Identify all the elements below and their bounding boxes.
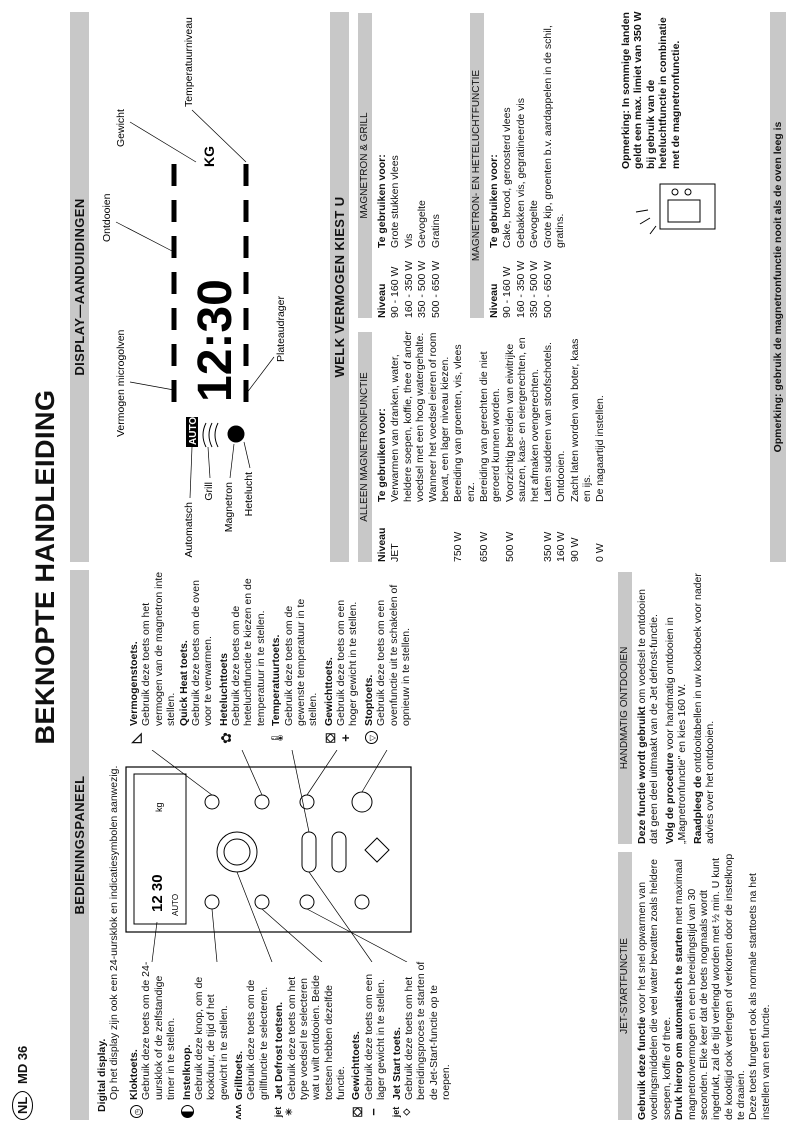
page-title: BEKNOPTE HANDLEIDING — [30, 389, 60, 745]
defrost-p3-bold: Raadpleeg de — [691, 775, 704, 844]
item-title: Temperatuurtoets. — [270, 634, 283, 726]
item-text: Gebruik deze toets om een lager gewicht in te stellen. — [362, 973, 388, 1100]
list-item — [218, 571, 268, 746]
table-row — [501, 13, 514, 318]
label-magnetron: Magnetron — [223, 482, 235, 533]
jetstart-p3: Deze toets fungeert ook als normale starttoets na het instellen van een functie. — [747, 873, 772, 1120]
grill-icon: ʌʌʌ — [233, 1104, 243, 1120]
oven-illustration — [630, 174, 725, 244]
level-cell: 90 - 160 W — [501, 266, 514, 318]
weight-minus-icon: ⛋ − — [350, 1107, 381, 1117]
label-vermogen: Vermogen microgolven — [115, 329, 127, 437]
label-hetelucht: Hetelucht — [243, 472, 255, 517]
level-cell: 500 - 650 W — [429, 260, 442, 318]
display-band: DISPLAY—AANDUIDINGEN — [70, 12, 89, 562]
level-cell: 350 - 500 W — [528, 260, 541, 318]
level-cell: 650 W — [478, 531, 490, 562]
jet-start-icon: jet ◇ — [390, 1106, 412, 1118]
label-gewicht: Gewicht — [115, 109, 127, 147]
digital-display-title: Digital display. — [96, 1038, 108, 1112]
use-cell: Bereiding van groenten, vis, vlees enz. — [452, 344, 477, 502]
list-item — [181, 960, 231, 1120]
micro-table — [376, 324, 608, 562]
svg-text:AUTO: AUTO — [171, 893, 180, 916]
col-header: Niveau — [376, 283, 388, 318]
list-item — [128, 960, 178, 1120]
power-icon: ◺ — [128, 733, 143, 743]
use-cell: Zacht laten worden van boter, kaas en ijs. — [568, 338, 593, 502]
label-ontdooien: Ontdooien — [101, 193, 113, 242]
item-title: Grilltoets. — [233, 1050, 245, 1100]
use-cell: Gratins — [429, 214, 442, 248]
table-row — [478, 324, 504, 562]
defrost-p2-bold: Volg de procedure — [663, 752, 676, 844]
table-row — [389, 13, 402, 318]
label-automatisch: Automatsch — [183, 502, 195, 558]
power-band: WELK VERMOGEN KIEST U — [330, 12, 349, 562]
jetstart-p2-bold: Druk hierop om automatisch te starten — [673, 927, 686, 1120]
list-item — [128, 571, 215, 746]
level-cell: 350 - 500 W — [416, 260, 429, 318]
hot-band: MAGNETRON- EN HETELUCHTFUNCTIE — [470, 13, 484, 318]
hot-air-icon: ✿ — [217, 732, 234, 744]
item-title: Kloktoets. — [128, 1049, 140, 1100]
defrost-text — [636, 572, 716, 844]
jetstart-p1: voor het snel opwarmen van voedingsmiddelen die veel water bevatten zoals heldere soepen, koffie of thee. — [636, 859, 673, 1120]
item-text: Gebruik deze toets om een ovenfunctie uit te schakelen of opnieuw in te stellen. — [375, 584, 412, 726]
list-item — [233, 960, 270, 1120]
panel-band: BEDIENINGSPANEEL — [70, 570, 89, 1120]
control-panel-illustration — [122, 750, 432, 962]
level-cell: 750 W — [452, 531, 465, 562]
level-cell: 500 - 650 W — [541, 260, 554, 318]
item-text: Gebruik deze toets om de oven voor te verwarmen. — [189, 580, 215, 726]
table-row — [569, 324, 595, 562]
list-item — [270, 571, 320, 746]
level-cell: 160 W — [555, 531, 568, 562]
defrost-band: HANDMATIG ONTDOOIEN — [618, 572, 632, 844]
level-cell: 500 W — [503, 531, 516, 562]
use-cell: Grote stukken vlees — [389, 155, 402, 248]
auto-indicator: AUTO — [188, 416, 199, 445]
level-cell: 90 - 160 W — [389, 266, 402, 318]
use-cell: Voorzichtig bereiden van eiwitrijke sauzen, kaas- en eiergerechten, en het afmaken ovengerechten. — [503, 337, 541, 502]
item-title: Stoptoets. — [362, 674, 375, 726]
display-diagram — [96, 10, 326, 562]
item-title: Instelknop. — [180, 1044, 193, 1100]
item-title: Jet Start toets. — [390, 1027, 403, 1100]
item-text: Gebruik deze toets om het vermogen van de magnetron inte stellen. — [140, 571, 178, 726]
col-header: Te gebruiken voor: — [376, 408, 388, 502]
grill-band: MAGNETRON & GRILL — [358, 13, 372, 318]
table-row — [389, 324, 452, 562]
level-cell: 0 W — [594, 543, 607, 562]
item-title: Vermogenstoets. — [128, 641, 140, 726]
level-cell: JET — [389, 543, 402, 562]
stop-icon: ▽ — [363, 730, 379, 746]
use-cell: Gevogelte — [528, 200, 541, 248]
item-text: Gebruik deze toets om de heteluchtfunctie te kiezen en de temperatuur in te stellen. — [230, 578, 267, 726]
panel-right-list — [128, 571, 415, 746]
jetstart-text — [636, 852, 772, 1120]
grill-table — [376, 13, 443, 318]
main-digits: 12:30 — [189, 279, 242, 402]
table-row — [542, 13, 568, 318]
list-item — [391, 960, 453, 1120]
footer-note: Opmerking: gebruik de magnetronfunctie nooit als de oven leeg is — [770, 12, 786, 562]
model-number: MD 36 — [15, 1045, 30, 1084]
use-cell: Grote kip, groenten b.v. aardappelen in de schil, gratins. — [541, 25, 566, 248]
table-row — [416, 13, 429, 318]
use-cell: Gevogelte — [416, 200, 429, 248]
table-row — [430, 13, 443, 318]
table-row — [403, 13, 416, 318]
use-cell: Ontdooien. — [555, 450, 568, 502]
defrost-p3: ontdooitabellen in uw kookboek voor nader advies over het ontdooien. — [691, 573, 716, 844]
use-cell: Laten sudderen van stoofschotels. — [541, 342, 554, 502]
level-cell: 350 W — [541, 531, 554, 562]
table-row — [594, 324, 607, 562]
panel-left-list — [128, 960, 455, 1120]
hot-table — [488, 13, 567, 318]
weight-plus-icon: ⛋ + — [322, 733, 353, 743]
use-cell: De nagaartijd instellen. — [594, 395, 607, 502]
svg-text:kg: kg — [154, 802, 164, 812]
level-cell: 160 - 350 W — [402, 260, 415, 318]
item-text: Gebruik deze toets om het bereidingsproces te starten of de Jet-Start-functie op te roepen. — [402, 961, 452, 1100]
icon-cluster — [203, 423, 244, 447]
table-row — [542, 324, 555, 562]
level-cell: 160 - 350 W — [514, 260, 527, 318]
item-title: Jet Defrost toetsen. — [273, 1001, 286, 1100]
item-text: Gebruik deze knop, om de kookduur, de tijd of het gewicht in te stellen. — [192, 976, 230, 1100]
col-header: Te gebruiken voor: — [488, 154, 500, 248]
col-header: Te gebruiken voor: — [376, 154, 388, 248]
table-row — [528, 13, 541, 318]
label-temperatuur: Temperatuurniveau — [183, 17, 195, 107]
dial-icon — [181, 1104, 197, 1120]
defrost-p2: voor handmatig ontdooien in „Magnetronfunctie" en kies 160 W. — [663, 617, 689, 844]
item-text: Gebruik deze toets om de grillfunctie te selecteren. — [245, 979, 270, 1100]
item-title: Gewichttoets. — [350, 1031, 363, 1100]
thermometer-icon: 🌡 — [270, 730, 285, 746]
jetstart-p2: met maximaal magnetronvermogen en een bereidingstijd van 30 seconden. Elke keer dat de toets nogmaals wordt ingedrukt, zal de tijd verlengd worden met ½ min. U kunt de kooktijd ook verlengen of verkorten door de instelknop te draaien. — [673, 853, 747, 1120]
use-cell: Gebakken vis, gegratineerde vis — [514, 98, 527, 248]
clock-icon: ◷ — [128, 1104, 144, 1120]
table-row — [515, 13, 528, 318]
use-cell: Cake, brood, geroosterd vlees — [501, 107, 514, 248]
item-text: Gebruik deze toets om de gewenste temperatuur in te stellen. — [282, 598, 320, 726]
list-item — [350, 960, 387, 1120]
power-remark: Opmerking: In sommige landen geldt een max. limiet van 350 W bij gebruik van de heteluchtfunctie in combinatie met de magnetronfunctie. — [620, 11, 682, 169]
item-text: Gebruik deze toets om de 24-uursklok of de zelfstandige timer in te stellen. — [140, 961, 178, 1100]
language-badge: NL — [12, 1091, 33, 1120]
label-plateau: Plateaudrager — [275, 296, 287, 362]
list-item — [273, 960, 347, 1120]
item-title: Heteluchttoets — [217, 653, 230, 726]
defrost-p1: om voedsel te ontdooien dat geen deel uitmaakt van de Jet defrost-functie. — [636, 588, 661, 844]
use-cell: Vis — [402, 233, 415, 248]
item-title: Quick Heat toets. — [177, 640, 190, 726]
use-cell: Bereiding van gerechten die niet geroerd kunnen worden. — [478, 351, 503, 502]
jet-defrost-icon: jet ✳ — [273, 1106, 294, 1118]
col-header: Niveau — [488, 283, 500, 318]
use-cell: Verwarmen van dranken, water, heldere soepen, koffie, thee of ander voedsel met een hoog watergehalte. Wanneer het voedsel eieren of room bevat, een lager niveau kiezen. — [389, 331, 451, 502]
micro-band: ALLEEN MAGNETRONFUNCTIE — [358, 332, 372, 562]
list-item — [363, 571, 413, 746]
jetstart-band: JET-STARTFUNCTIE — [618, 852, 632, 1120]
defrost-p1-bold: Deze functie wordt gebruikt — [636, 706, 648, 844]
table-row — [555, 324, 568, 562]
col-header: Niveau — [376, 527, 388, 562]
list-item — [323, 571, 360, 746]
table-row — [504, 324, 542, 562]
jetstart-p1-bold: Gebruik deze functie — [636, 1016, 648, 1120]
item-text: Gebruik deze toets om een hoger gewicht in te stellen. — [335, 599, 360, 726]
table-row — [452, 324, 478, 562]
unit-label: KG — [201, 146, 217, 167]
svg-text:12 30: 12 30 — [149, 874, 166, 912]
digital-display-text: Op het display zijn ook een 24-uursklok en indicatiesymbolen aanwezig. — [108, 765, 121, 1100]
item-title: Gewichttoets. — [322, 657, 335, 726]
level-cell: 90 W — [568, 537, 581, 562]
label-grill: Grill — [203, 482, 215, 501]
item-text: Gebruik deze toets om het type voedsel te selecteren wat u wilt ontdooien. Beide toetsen hebben dezelfde functie. — [285, 975, 347, 1100]
